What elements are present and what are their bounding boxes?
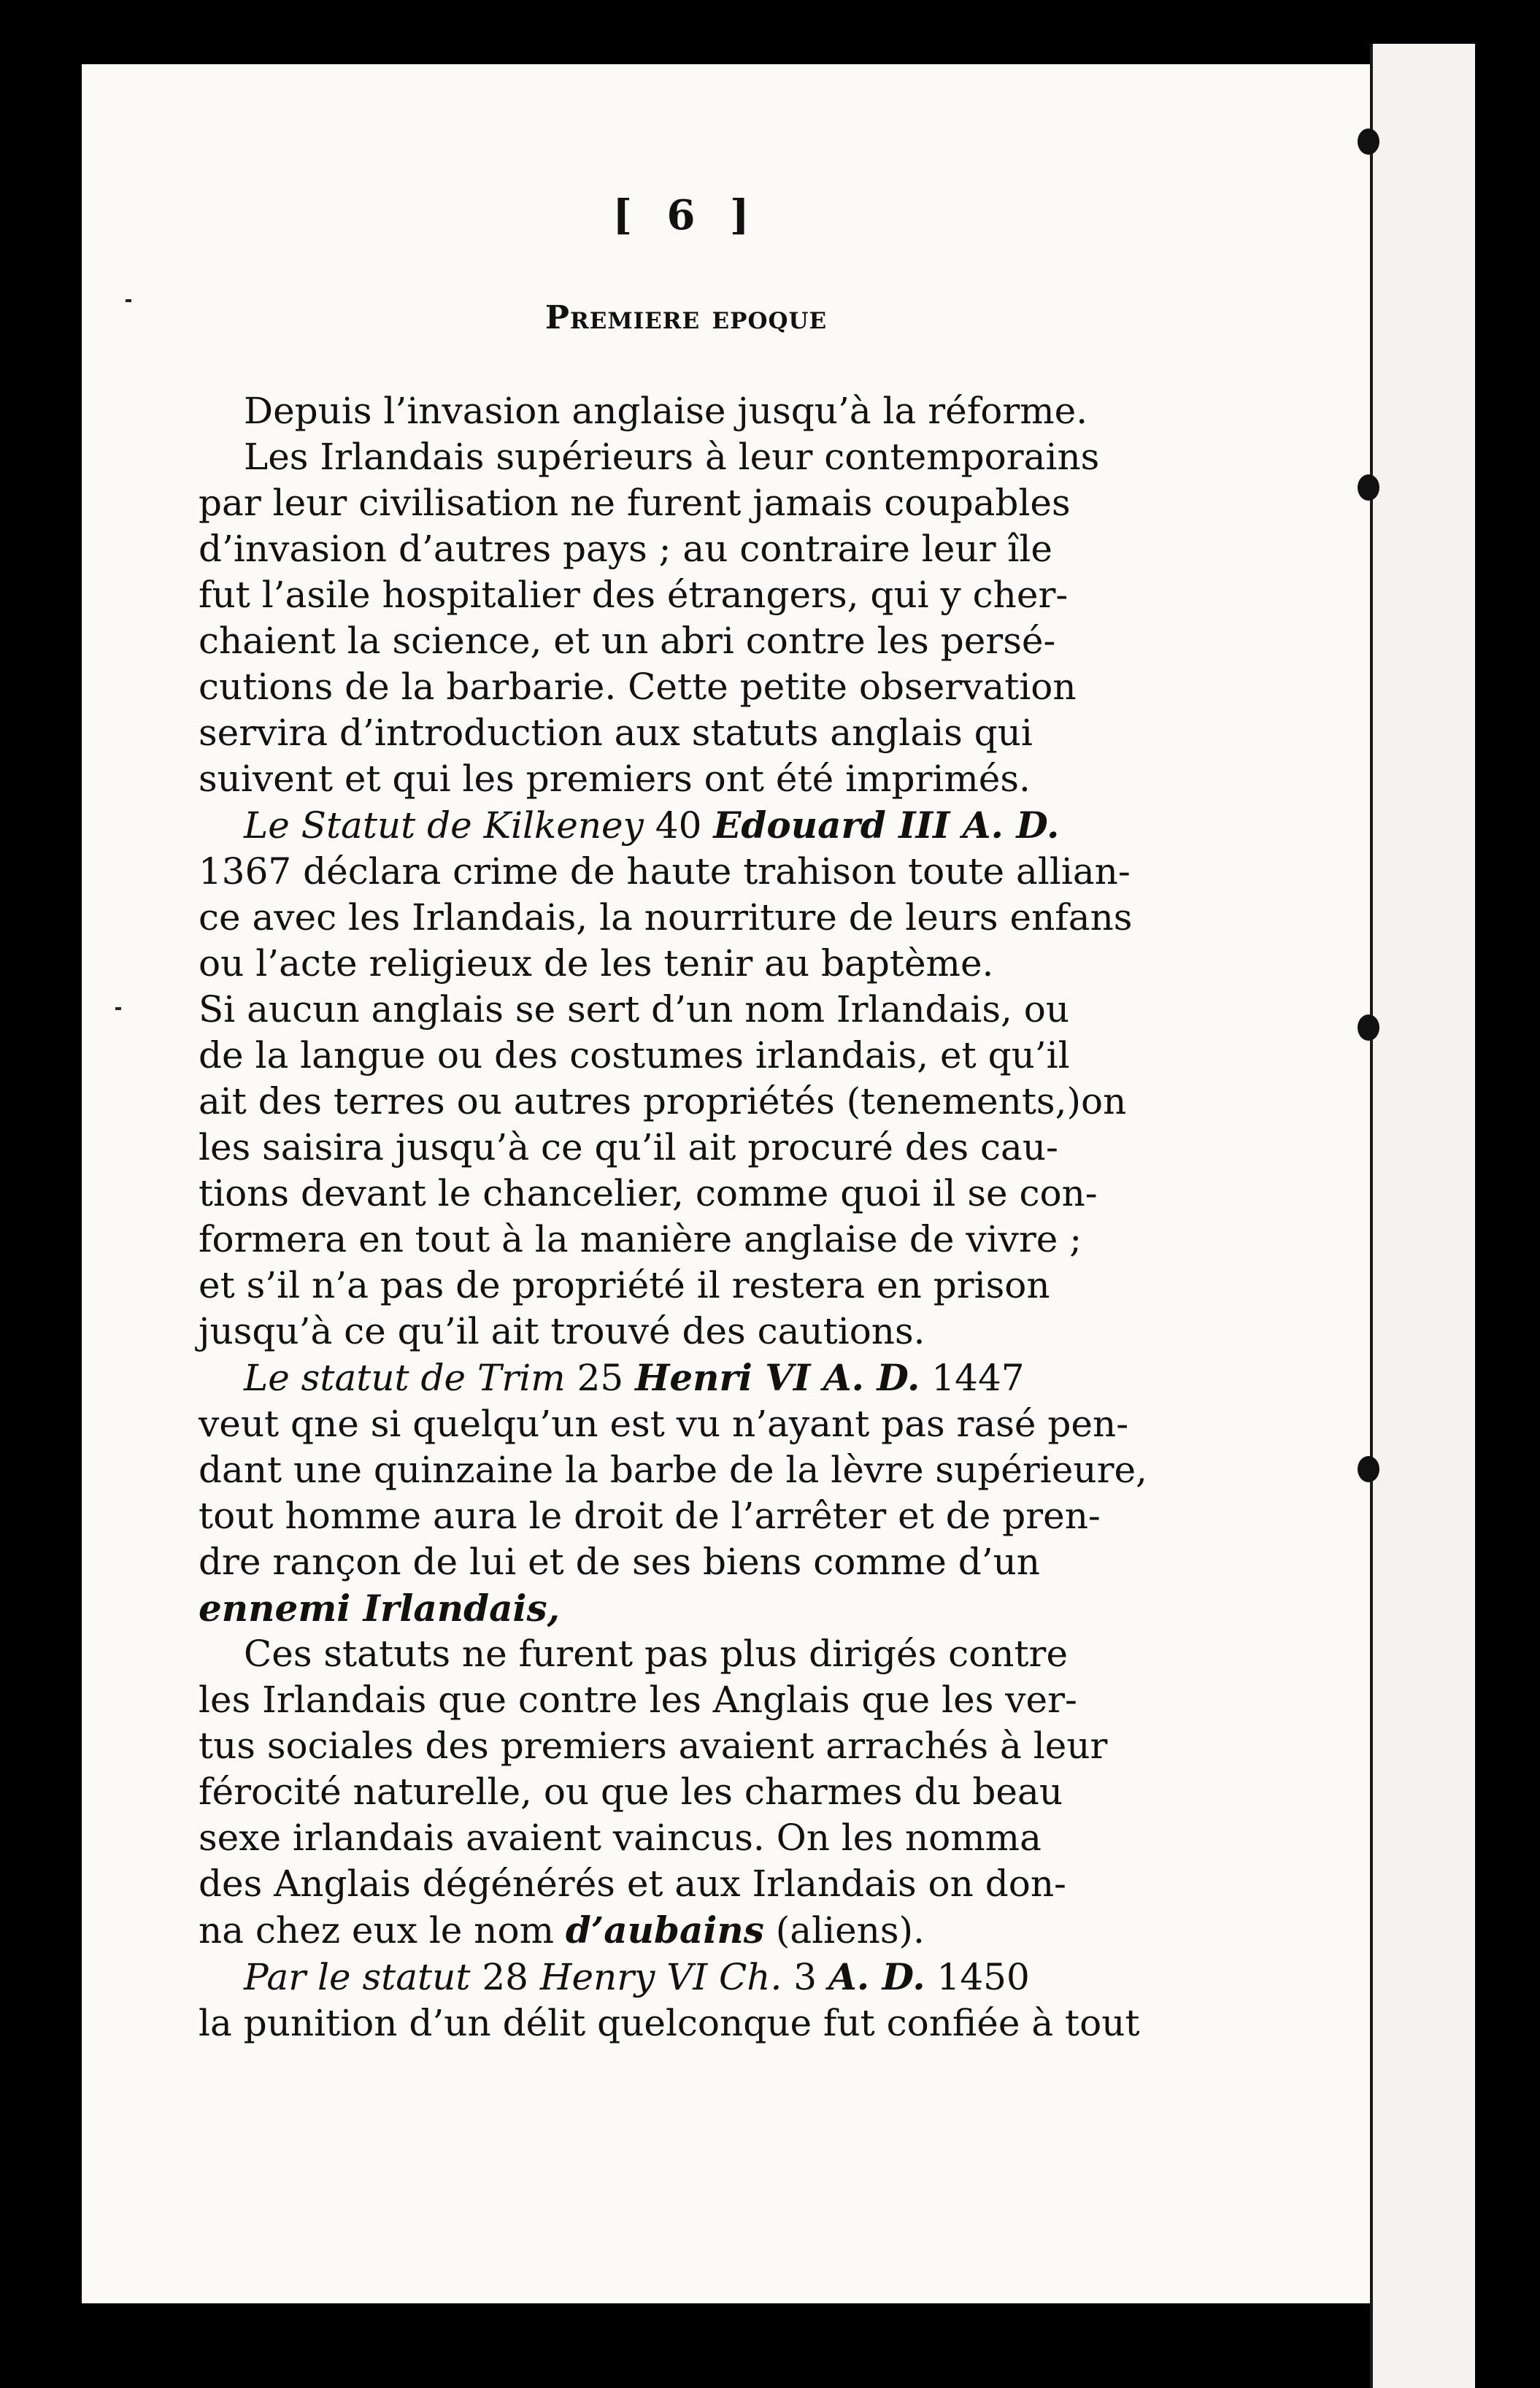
text-line: Depuis l’invasion anglaise jusqu’à la réforme. xyxy=(244,390,1088,432)
text-line xyxy=(199,1907,1177,1954)
statute-era: A. D. xyxy=(828,1955,925,1998)
statute-name: Le statut de Trim xyxy=(244,1357,566,1399)
statute-name: Le Statut de Kilkeney xyxy=(244,804,644,847)
text-line: chaient la science, et un abri contre les persé- xyxy=(199,620,1056,662)
text-line: fut l’asile hospitalier des étrangers, qui y cher- xyxy=(199,574,1069,616)
text-fragment: na chez eux le nom xyxy=(199,1909,566,1952)
text-line: Si aucun anglais se sert d’un nom Irlandais, ou xyxy=(199,988,1070,1031)
text-line: ennemi Irlandais, xyxy=(199,1587,561,1630)
text-line: d’invasion d’autres pays ; au contraire leur île xyxy=(199,528,1052,570)
statute-reign: Edouard III A. D. xyxy=(713,804,1060,847)
text-line: 1367 déclara crime de haute trahison toute allian- xyxy=(199,850,1131,893)
text-line: ce avec les Irlandais, la nourriture de leurs enfans xyxy=(199,896,1133,939)
statute-reign: Henry VI Ch. xyxy=(539,1956,782,1998)
emphasized-term: d’aubains xyxy=(565,1909,764,1952)
statute-year: 1447 xyxy=(920,1357,1025,1399)
text-line: servira d’introduction aux statuts anglais qui xyxy=(199,712,1033,754)
text-line: sexe irlandais avaient vaincus. On les nomma xyxy=(199,1817,1042,1859)
text-line: tus sociales des premiers avaient arrachés à leur xyxy=(199,1725,1108,1767)
body-text xyxy=(199,388,1177,2046)
text-fragment: (aliens). xyxy=(763,1909,925,1952)
text-line: les saisira jusqu’à ce qu’il ait procuré des cau- xyxy=(199,1126,1058,1168)
text-line: tions devant le chancelier, comme quoi il se con- xyxy=(199,1172,1098,1214)
section-title: Premiere epoque xyxy=(544,299,828,336)
binding-mark xyxy=(1358,1456,1379,1482)
statute-reign: Henri VI A. D. xyxy=(635,1356,920,1399)
text-line xyxy=(199,802,1177,849)
text-line: par leur civilisation ne furent jamais coupables xyxy=(199,482,1071,524)
page-number: [ 6 ] xyxy=(612,191,760,239)
text-line: suivent et qui les premiers ont été imprimés. xyxy=(199,758,1031,800)
text-line: des Anglais dégénérés et aux Irlandais on don- xyxy=(199,1863,1066,1905)
statute-chapter: 3 xyxy=(782,1956,829,1998)
margin-speck xyxy=(115,1007,121,1010)
text-line: Les Irlandais supérieurs à leur contemporains xyxy=(244,436,1100,478)
text-line: jusqu’à ce qu’il ait trouvé des cautions. xyxy=(199,1310,925,1352)
text-line: ou l’acte religieux de les tenir au baptème. xyxy=(199,942,994,985)
facing-page-edge xyxy=(1370,44,1475,2388)
statute-number: 28 xyxy=(470,1956,540,1998)
binding-mark xyxy=(1358,128,1379,155)
text-line: dre rançon de lui et de ses biens comme d’un xyxy=(199,1541,1041,1583)
text-line: formera en tout à la manière anglaise de vivre ; xyxy=(199,1218,1082,1260)
text-line: tout homme aura le droit de l’arrêter et de pren- xyxy=(199,1495,1101,1537)
text-line: ait des terres ou autres propriétés (tenements,)on xyxy=(199,1080,1127,1122)
text-line: férocité naturelle, ou que les charmes du beau xyxy=(199,1771,1063,1813)
text-line xyxy=(199,1355,1177,1401)
text-line: dant une quinzaine la barbe de la lèvre supérieure, xyxy=(199,1449,1147,1491)
text-line: veut qne si quelqu’un est vu n’ayant pas rasé pen- xyxy=(199,1403,1129,1445)
statute-number: 40 xyxy=(643,804,714,847)
margin-speck xyxy=(126,299,131,302)
text-line: Ces statuts ne furent pas plus dirigés contre xyxy=(244,1633,1069,1675)
binding-mark xyxy=(1358,474,1379,501)
text-line xyxy=(199,1954,1177,2000)
statute-year: 1450 xyxy=(925,1956,1030,1998)
binding-mark xyxy=(1358,1014,1379,1041)
text-line: la punition d’un délit quelconque fut confiée à tout xyxy=(199,2002,1140,2044)
text-line: de la langue ou des costumes irlandais, et qu’il xyxy=(199,1034,1070,1076)
text-line: cutions de la barbarie. Cette petite observation xyxy=(199,666,1077,708)
statute-name: Par le statut xyxy=(244,1956,471,1998)
text-line: et s’il n’a pas de propriété il restera en prison xyxy=(199,1264,1050,1306)
statute-number: 25 xyxy=(565,1357,636,1399)
text-line: les Irlandais que contre les Anglais que les ver- xyxy=(199,1679,1077,1721)
